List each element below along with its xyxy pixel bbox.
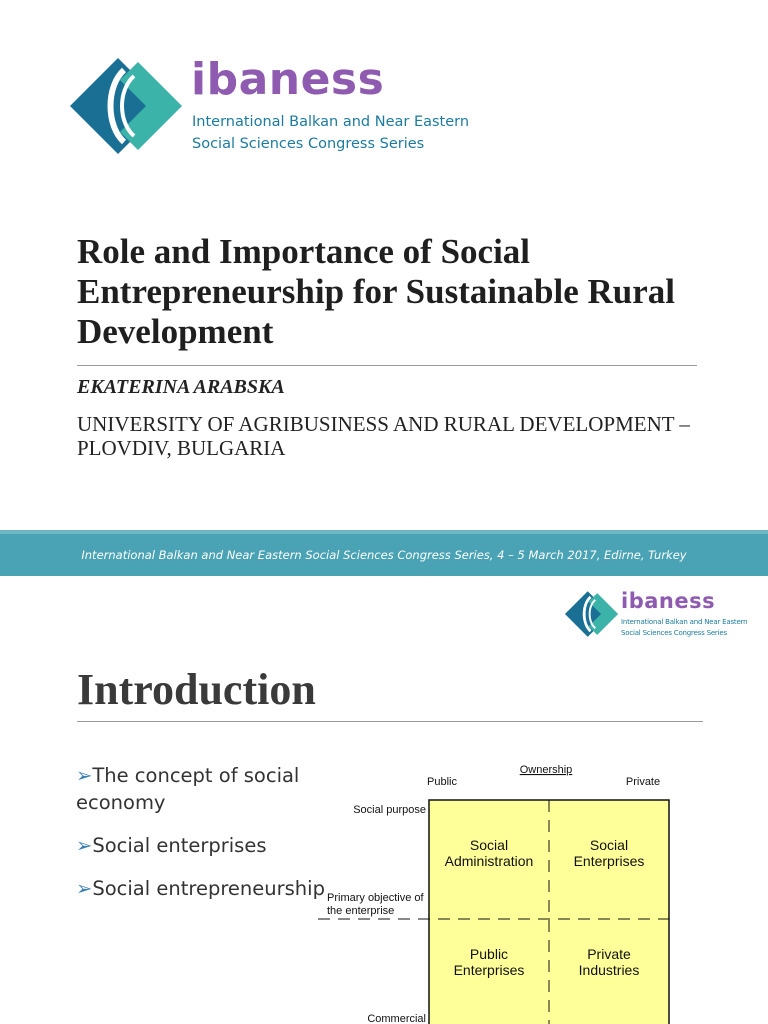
primary-objective-label-line2: the enterprise xyxy=(327,905,395,917)
title-divider xyxy=(77,365,697,366)
presentation-title: Role and Importance of Social Entrepreneurship for Sustainable Rural Development xyxy=(77,232,676,351)
logo-name: ibaness xyxy=(621,589,716,613)
slide-heading: Introduction xyxy=(77,665,316,714)
logo-name: ibaness xyxy=(191,54,385,105)
bullet-list xyxy=(76,762,336,918)
private-label: Private xyxy=(625,776,661,788)
bullet-text: Social enterprises xyxy=(92,834,267,857)
conference-banner xyxy=(0,534,768,576)
logo-subtitle-line2: Social Sciences Congress Series xyxy=(192,136,425,152)
ibaness-logo xyxy=(68,56,468,160)
author-name: EKATERINA ARABSKA xyxy=(77,376,285,398)
public-label: Public xyxy=(427,776,457,788)
logo-subtitle-line1: International Balkan and Near Eastern xyxy=(621,618,748,626)
quadrant-bottom-right-line2: Industries xyxy=(578,962,640,978)
quadrant-bottom-right-line1: Private xyxy=(587,946,631,962)
bullet-item xyxy=(76,832,336,859)
arrow-bullet-icon: ➢ xyxy=(76,834,93,857)
conference-banner-text: International Balkan and Near Eastern Social Sciences Congress Series, 4 – 5 March 2017, Edirne, Turkey xyxy=(81,548,687,562)
ibaness-logo-small xyxy=(564,590,764,640)
ownership-objective-diagram xyxy=(318,756,718,1024)
logo-subtitle-line1: International Balkan and Near Eastern xyxy=(192,114,470,130)
quadrant-top-right-line2: Enterprises xyxy=(573,853,645,869)
bullet-item xyxy=(76,875,336,902)
ibaness-diamond-icon xyxy=(564,590,620,640)
ibaness-diamond-icon xyxy=(68,56,186,160)
logo-subtitle-line2: Social Sciences Congress Series xyxy=(621,629,727,637)
ownership-label: Ownership xyxy=(519,764,573,776)
arrow-bullet-icon: ➢ xyxy=(76,764,93,787)
primary-objective-label-line1: Primary objective of xyxy=(327,892,424,904)
commercial-label: Commercial xyxy=(367,1013,426,1024)
author-affiliation: UNIVERSITY OF AGRIBUSINESS AND RURAL DEVELOPMENT – PLOVDIV, BULGARIA xyxy=(77,412,690,460)
social-purpose-label: Social purpose xyxy=(353,804,426,816)
heading-divider xyxy=(77,721,703,722)
quadrant-top-right-line1: Social xyxy=(589,837,629,853)
bullet-text: The concept of social economy xyxy=(76,764,300,814)
quadrant-bottom-left-line2: Enterprises xyxy=(453,962,525,978)
quadrant-top-left-line2: Administration xyxy=(444,853,534,869)
quadrant-top-left-line1: Social xyxy=(469,837,509,853)
bullet-item xyxy=(76,762,336,816)
bullet-text: Social entrepreneurship xyxy=(92,877,325,900)
introduction-slide xyxy=(0,576,768,1024)
quadrant-bottom-left-line1: Public xyxy=(469,946,509,962)
arrow-bullet-icon: ➢ xyxy=(76,877,93,900)
